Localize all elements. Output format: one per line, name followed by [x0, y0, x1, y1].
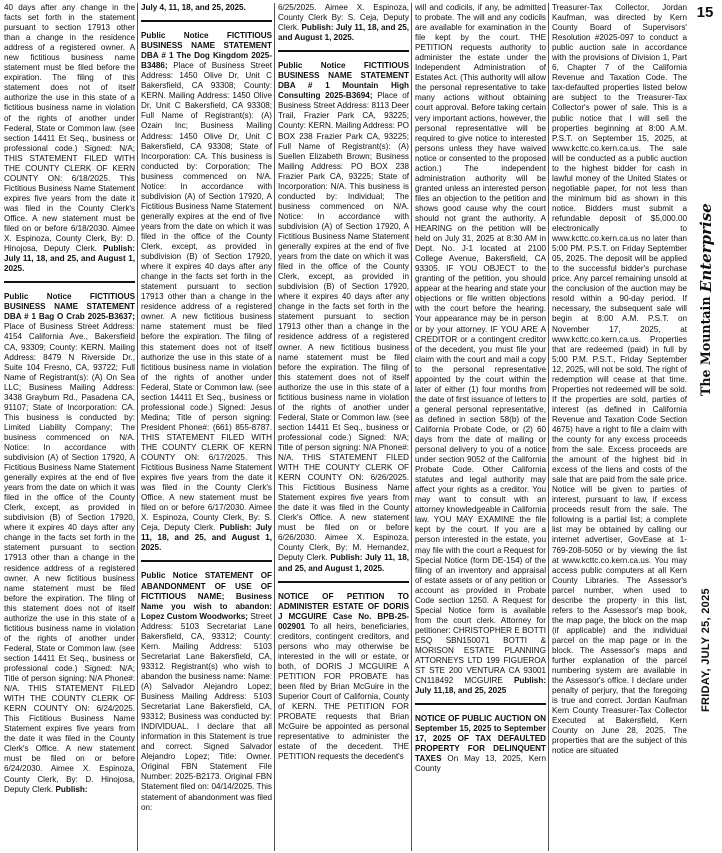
legal-notice	[278, 61, 409, 573]
notice-heading-text: July 4, 11, 18, and 25, 2025.	[141, 3, 246, 12]
notice-divider	[415, 703, 546, 705]
masthead-pre: The Mountain	[698, 292, 713, 397]
column-4	[415, 3, 549, 851]
notice-body-text: 6/25/2025. Aimee X. Espinoza, County Clerk By: S. Ceja, Deputy Clerk.	[278, 3, 409, 33]
page-number: 15	[696, 4, 714, 21]
legal-notice	[552, 3, 687, 757]
notice-heading-text: Publish: July 11, 18, and 25, and August 1, 2025.	[278, 553, 410, 573]
notice-body-text: To all heirs, beneficiaries, creditors, contingent creditors, and persons who may otherwise be interested in the will or estate, or both, of DORIS J MCGUIRE A PETITION FOR PROBATE has been filed by Brian McGuire in the Superior Court of California, County of KERN. THE PETITION FOR PROBATE requests that Brian McGuire be appointed as personal representative to administer the estate of the decedent. THE PETITION requests the decedent's	[278, 621, 409, 762]
notice-heading-text: Publish: July 11, 18, and 25, and August 1, 2025.	[141, 523, 272, 553]
notice-divider	[278, 50, 409, 52]
legal-notice	[415, 3, 546, 696]
legal-notice	[141, 571, 272, 812]
page-sidebar	[688, 0, 722, 853]
notice-heading-text: Publish:	[55, 784, 88, 794]
notice-heading-text: Publish: July 11, 18, and 25, and August 1, 2025.	[278, 23, 409, 43]
legal-notice	[278, 3, 409, 43]
notice-body-text: Place of Business Street Address: 4154 California Ave., Bakersfield CA, 93309; County: KERN. Mailing Address: 8479 N Riverside Dr., Suite 104 Fresno, CA, 93722; Full Name of Registrant(s): (A) On Sea LLC; Business Mailing Address: 3438 Grayburn Rd., Pasadena CA, 91107; State of Incorporation: CA. This business is conducted by: Limited Liability Company; The business commenced on N/A. Notice: In accordance with subdivision (A) of Section 17920, A Fictitious Business Name Statement generally expires at the end of five years from the date on which it was filed in the office of the County Clerk, except, as provided in subdivision (B) of Section 17920, where it expires 40 days after any change in the facts set forth in the statement pursuant to section 17913 other than a change in the residence address of a registered owner. A new fictitious business name statement must be filed before the expiration. The filing of this statement does not of itself authorize the use in this state of a fictitious business name in violation of the rights of another under Federal, State or Common law. (see section 14411 Et Seq., business or professional code.) Signed: N/A; Title of person signing: N/A Phone#: N/A. THIS STATEMENT FILED WITH THE COUNTY CLERK OF KERN COUNTY ON: 6/24/2025. This Fictitious Business Name Statement expires five years from the date it was filed in the County Clerk's Office. A new statement must be filed on or before 6/24/2030. Aimee X. Espinoza, County Clerk, By: D. Hinojosa, Deputy Clerk.	[4, 322, 135, 794]
notice-heading-text: Public Notice FICTITIOUS BUSINESS NAME STATEMENT DBA # 1 The Dog Kingdom 2025-B3486;	[141, 31, 272, 71]
notice-divider	[141, 560, 272, 562]
notice-body-text: Street Address: 5103 Secretariat Lane Bakersfield, CA, 93312; County: Kern. Mailing Address: 5103 Secretariat Lane Bakersfield, CA, 93312. Registrant(s) who wish to abandon the business name: Name: (A) Salvador Alejandro Lopez; Business Mailing Address: 5103 Secretariat Lane Bakersfield, CA, 93312; Business was conducted by: INDIVIDUAL. I declare that all information in this Statement is true and correct. Signed Salvador Alejandro Lopez; Title: Owner. Original FBN Statement File Number: 2025-B2173. Original FBN Statement filed on: 04/14/2025. This statement of abandonment was filed on:	[141, 611, 272, 812]
notice-body-text: Treasurer-Tax Collector, Jordan Kaufman, was directed by Kern County Board of Supervisors' Resolution #2025-097 to conduct a public auction sale in accordance with the provisions of Division 1, Part 6, Chapter 7 of the California Revenue and Taxation Code. The tax-defaulted properties listed below are subject to the Treasurer-Tax Collector's power of sale. This is a public notice that I will sell the properties beginning at 8:00 A.M. P.S.T. on September 15, 2025, at www.kcttc.co.kern.ca.us. The sale will be conducted as a public auction to the highest bidder for cash in lawful money of the United States or negotiable paper, for not less than the minimum bid as shown in this notice. Bidders must submit a refundable deposit of $5,000.00 electronically to www.kcttc.co.kern.ca.us no later than 5:00 PM. P.S.T. on Friday September 05, 2025. The deposit will be applied to the successful bidder's purchase price. Any parcel remaining unsold at the conclusion of the auction may be resold within a 90-day period. If necessary, the subsequent sale will begin at 8:00 A.M. P.S.T. on November 17, 2025, at www.kcttc.co.kern.ca.us. Properties that are redeemed (paid) in full by 5:00 P.M. P.S.T., Friday September 12, 2025, will not be sold. The right of redemption will cease at that time. Properties not redeemed will be sold. If the properties are sold, parties of interest (as defined in California Revenue and Taxation Code Section 4675) have a right to file a claim with the county for any excess proceeds from the sale. Excess proceeds are the amount of the highest bid in excess of the liens and costs of the sale that are paid from the sale price. Notice will be given to parties of interest, pursuant to law, if excess proceeds result from the sale. The following is a partial list; a complete list may be obtained by calling our internet advertiser, GovEase at 1-769-208-5050 or by viewing the list at www.kcttc.co.kern.ca.us. You may access public computers at all Kern County Libraries. The Assessor's parcel number, when used to describe the property in this list, refers to the Assessor's map book, the map page, the block on the map (if applicable) and the individual parcel on the map page or in the block. The Assessor's maps and further explanation of the parcel numbering system are available in the Assessor's office. I declare under penalty of perjury, that the foregoing is true and correct. Jordan Kaufman Kern County Treasurer-Tax Collector Executed at Bakersfield, Kern County on June 28, 2025. The properties that are the subject of this notice are situated	[552, 3, 687, 756]
issue-date: FRIDAY, JULY 25, 2025	[700, 588, 712, 712]
notice-body-text: Place of Business Street Address: 1450 Olive Dr, Unit C Bakersfield, CA 93308; County: KERN. Mailing Address: 1450 Olive Dr, Unit C Bakersfield, CA 93308; Full Name of Registrant(s): (A) Ozain Inc; Business Mailing Address: 1450 Olive Dr, Unit C Bakersfield, CA 93308; State of Incorporation: CA. This business is conducted by: Corporation; The business commenced on N/A. Notice: In accordance with subdivision (A) of Section 17920, A Fictitious Business Name Statement generally expires at the end of five years from the date on which it was filed in the office of the County Clerk, except, as provided in subdivision (B) of Section 17920, where it expires 40 days after any change in the facts set forth in the statement pursuant to section 17913 other than a change in the residence address of a registered owner. A new fictitious business name statement must be filed before the expiration. The filing of this statement does not of itself authorize the use in this state of a fictitious business name in violation of the rights of another under Federal, State or Common law. (see section 14411 Et Seq., business or professional code.) Signed: Jesus Medina; Title of person signing: President Phone#: (661) 855-8787. THIS STATEMENT FILED WITH THE COUNTY CLERK OF KERN COUNTY ON: 6/17/2025. This Fictitious Business Name Statement expires five years from the date it was filed in the County Clerk's Office. A new statement must be filed on or before 6/17/2030. Aimee X. Espinoza, County Clerk, By: S. Ceja, Deputy Clerk.	[141, 61, 272, 533]
notice-body-text: will and codicils, if any, be admitted to probate. The will and any codicils are available for examination in the file kept by the court. THE PETITION requests authority to administer the estate under the Independent Administration of Estates Act. (This authority will allow the personal representative to take many actions without obtaining court approval. Before taking certain very important actions, however, the personal representative will be required to give notice to interested persons unless they have waived notice or consented to the proposed action.) The independent administration authority will be granted unless an interested person files an objection to the petition and shows good cause why the court should not grant the authority. A HEARING on the petition will be held on July 31, 2025 at 8:30 AM in Dept. No. J-1 located at 2100 College Avenue, Bakersfield, CA 93305. IF YOU OBJECT to the granting of the petition, you should appear at the hearing and state your objections or file written objections with the court before the hearing. Your appearance may be in person or by your attorney. IF YOU ARE A CREDITOR or a contingent creditor of the decedent, you must file your claim with the court and mail a copy to the personal representative appointed by the court within the later of either (1) four months from the date of first issuance of letters to a general personal representative, as defined in section 58(b) of the California Probate Code, or (2) 60 days from the date of mailing or personal delivery to you of a notice under section 9052 of the California Probate Code. Other California statutes and legal authority may affect your rights as a creditor. You may want to consult with an attorney knowledgeable in California law. YOU MAY EXAMINE the file kept by the court. If you are a person interested in the estate, you may file with the court a Request for Special Notice (form DE-154) of the filing of an inventory and appraisal of estate assets or of any petition or account as provided in Probate Code section 1250. A Request for Special Notice form is available from the court clerk. Attorney for petitioner: CHRISTOPHER E BOTTI ESQ SBN150071 BOTTI & MORISON ESTATE PLANNING ATTORNEYS LTD 199 FIGUEROA ST STE 200 VENTURA CA 93001 CN118492 MCGUIRE	[415, 3, 546, 686]
column-1	[4, 3, 138, 851]
notice-heading-text: Public Notice FICTITIOUS BUSINESS NAME STATEMENT DBA # 1 Mountain High Consulting 2025-B3694;	[278, 61, 409, 101]
notice-heading-text: NOTICE OF PETITION TO ADMINISTER ESTATE OF DORIS J MCGUIRE Case No. BPB-25-002901	[278, 591, 409, 631]
notice-heading-text: Publish: July 11, 18, and 25, and August 1, 2025.	[4, 244, 135, 274]
legal-notices-columns	[4, 3, 687, 851]
legal-notice	[141, 31, 272, 553]
legal-notice	[415, 714, 546, 774]
notice-heading-text: Public Notice STATEMENT OF ABANDONMENT OF USE OF FICTITIOUS NAME; Business Name you wish to abandon: Lopez Custom Woodworks;	[141, 571, 272, 621]
legal-notice	[4, 292, 135, 794]
notice-body-text: On May 13, 2025, Kern County	[415, 754, 546, 774]
notice-heading-text: Publish: July 11,18, and 25, 2025	[415, 676, 546, 696]
notice-divider	[278, 581, 409, 583]
legal-notice	[4, 3, 135, 274]
column-2	[141, 3, 275, 851]
notice-divider	[4, 281, 135, 283]
notice-body-text: 40 days after any change in the facts set forth in the statement pursuant to section 17913 other than a change in the residence address of a registered owner. A new fictitious business name statement must be filed before the expiration. The filing of this statement does not of itself authorize the use in this state of a fictitious business name in violation of the rights of another under Federal, State or Common law. (see section 14411 Et Seq., business or professional code.) Signed: N/A; THIS STATEMENT FILED WITH THE COUNTY CLERK OF KERN COUNTY ON: 6/18/2025. This Fictitious Business Name Statement expires five years from the date it was filed in the County Clerk's Office. A new statement must be filed on or before 6/18/2030. Aimee X. Espinoza, County Clerk, By: D. Hinojosa, Deputy Clerk.	[4, 3, 135, 254]
notice-body-text: Place of Business Street Address: 8113 Deer Trail, Frazier Park CA, 93225; County: KERN. Mailing Address: PO BOX 238 Frazier Park CA, 93225; Full Name of Registrant(s): (A) Suellen Elizabeth Brown; Business Mailing Address: PO BOX 238 Frazier Park CA, 93225; State of Incorporation: N/A. This business is conducted by: Individual; The business commenced on N/A. Notice: In accordance with subdivision (A) of Section 17920, A Fictitious Business Name Statement generally expires at the end of five years from the date on which it was filed in the office of the County Clerk, except, as provided in subdivision (B) of Section 17920, where it expires 40 days after any change in the facts set forth in the statement pursuant to section 17913 other than a change in the residence address of a registered owner. A new fictitious business name statement must be filed before the expiration. The filing of this statement does not of itself authorize the use in this state of a fictitious business name in violation of the rights of another under Federal, State or Common law. (see section 14411 Et Seq., business or professional code.) Signed: N/A; Title of person signing: N/A Phone#: N/A. THIS STATEMENT FILED WITH THE COUNTY CLERK OF KERN COUNTY ON: 6/26/2025. This Fictitious Business Name Statement expires five years from the date it was filed in the County Clerk's Office. A new statement must be filed on or before 6/26/2030. Aimee X. Espinoza, County Clerk, By: M. Hernandez, Deputy Clerk.	[278, 91, 409, 563]
legal-notice	[278, 592, 409, 763]
notice-divider	[141, 20, 272, 22]
notice-heading-text: NOTICE OF PUBLIC AUCTION ON September 15, 2025 to September 17, 2025 OF TAX DEFAULTED PROPERTY FOR DELINQUENT TAXES	[415, 714, 546, 764]
column-3	[278, 3, 412, 851]
column-5	[552, 3, 687, 851]
masthead	[697, 150, 715, 450]
legal-notice	[141, 3, 272, 13]
masthead-name: Enterprise	[697, 203, 715, 293]
notice-heading-text: Public Notice FICTITIOUS BUSINESS NAME STATEMENT DBA # 1 Bag O Crab 2025-B3637;	[4, 292, 135, 322]
